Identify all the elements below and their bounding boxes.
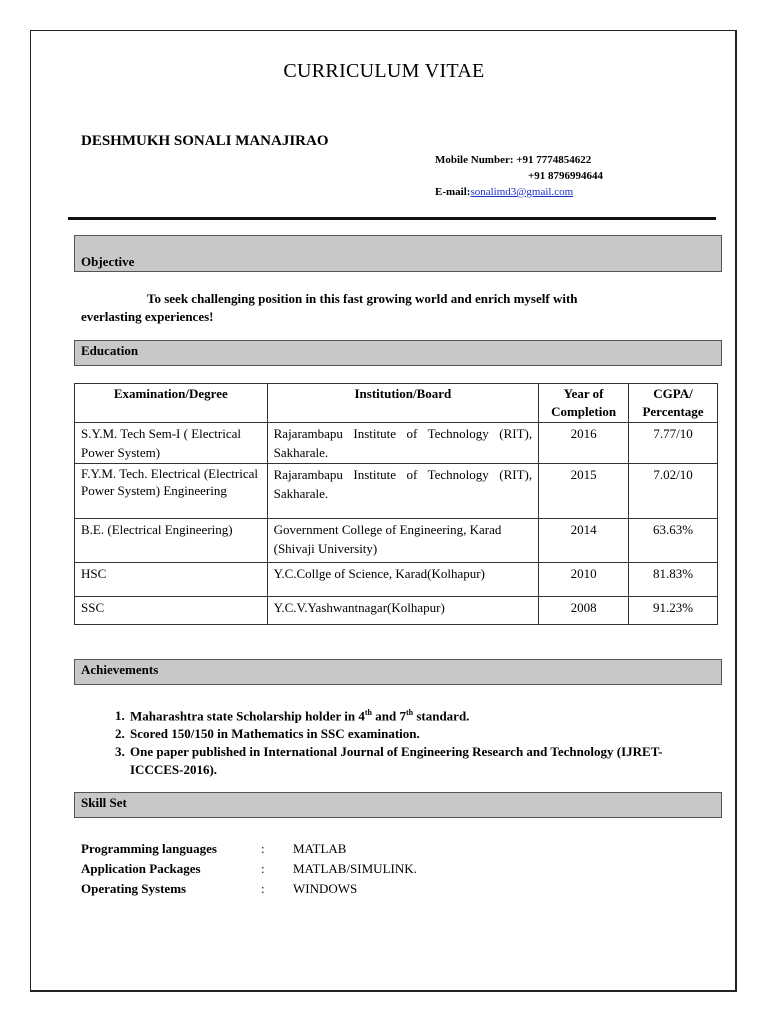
table-row (75, 423, 718, 464)
table-row (75, 519, 718, 563)
table-row (75, 597, 718, 625)
year-cell: 2010 (539, 563, 629, 597)
year-cell: 2016 (539, 423, 629, 464)
email-row (435, 184, 603, 200)
superscript: th (405, 708, 414, 717)
table-row (75, 563, 718, 597)
skill-row (81, 859, 417, 879)
email-link[interactable]: sonalimd3@gmail.com (470, 186, 574, 198)
objective-line-1: To seek challenging position in this fast growing world and enrich myself with (147, 291, 578, 306)
institution-cell: Y.C.Collge of Science, Karad(Kolhapur) (267, 563, 539, 597)
skill-separator: : (261, 861, 265, 876)
skill-label: Application Packages (81, 861, 201, 876)
education-table (74, 383, 718, 625)
skill-row (81, 879, 417, 899)
score-cell: 91.23% (629, 597, 718, 625)
institution-cell: Y.C.V.Yashwantnagar(Kolhapur) (267, 597, 539, 625)
institution-cell: Government College of Engineering, Karad (Shivaji University) (267, 519, 539, 563)
skill-separator: : (261, 881, 265, 896)
score-cell: 7.77/10 (629, 423, 718, 464)
section-heading-skills: Skill Set (74, 792, 722, 818)
skill-label: Operating Systems (81, 881, 187, 896)
mobile-row-2 (435, 168, 603, 184)
achievement-text: Maharashtra state Scholarship holder in 4 (130, 708, 365, 724)
header-divider (68, 217, 716, 220)
achievement-text: and 7 (371, 708, 406, 724)
column-header: Institution/Board (267, 384, 539, 423)
degree-cell: B.E. (Electrical Engineering) (75, 519, 268, 563)
superscript: th (364, 708, 372, 717)
score-cell: 63.63% (629, 519, 718, 563)
skill-label: Programming languages (81, 841, 217, 856)
list-item: 2. Scored 150/150 in Mathematics in SSC examination. (128, 725, 714, 743)
year-cell: 2008 (539, 597, 629, 625)
achievement-text: standard. (413, 708, 470, 724)
section-heading-objective: Objective (74, 235, 722, 272)
section-heading-achievements: Achievements (74, 659, 722, 685)
column-header: Year of Completion (539, 384, 629, 423)
section-heading-education: Education (74, 340, 722, 366)
skill-value: MATLAB (293, 841, 347, 856)
candidate-name: DESHMUKH SONALI MANAJIRAO (81, 133, 329, 149)
score-cell: 7.02/10 (629, 464, 718, 519)
degree-cell: S.Y.M. Tech Sem-I ( Electrical Power System) (75, 423, 268, 464)
mobile-number-2: +91 8796994644 (528, 170, 604, 182)
skill-row (81, 839, 417, 859)
contact-block (435, 152, 603, 200)
year-cell: 2014 (539, 519, 629, 563)
list-item (128, 704, 714, 725)
skill-value: MATLAB/SIMULINK. (293, 861, 417, 876)
skill-separator: : (261, 841, 265, 856)
skills-list (81, 839, 417, 899)
email-label: E-mail: (435, 186, 471, 198)
column-header: Examination/Degree (75, 384, 268, 423)
column-header: CGPA/ Percentage (629, 384, 718, 423)
institution-cell: Rajarambapu Institute of Technology (RIT), Sakharale. (267, 464, 539, 519)
mobile-number-1: +91 7774854622 (516, 154, 592, 166)
list-item: 3. One paper published in International Journal of Engineering Research and Technology (IJRET-ICCCES-2016). (128, 743, 714, 779)
degree-cell: F.Y.M. Tech. Electrical (Electrical Power System) Engineering (75, 464, 268, 519)
document-title: CURRICULUM VITAE (283, 60, 485, 82)
degree-cell: HSC (75, 563, 268, 597)
objective-text (81, 290, 701, 326)
institution-cell: Rajarambapu Institute of Technology (RIT), Sakharale. (267, 423, 539, 464)
skill-value: WINDOWS (293, 881, 358, 896)
mobile-row (435, 152, 603, 168)
score-cell: 81.83% (629, 563, 718, 597)
degree-cell: SSC (75, 597, 268, 625)
mobile-label: Mobile Number: (435, 154, 514, 166)
year-cell: 2015 (539, 464, 629, 519)
table-row (75, 464, 718, 519)
achievements-list (104, 704, 714, 779)
table-header-row (75, 384, 718, 423)
objective-line-2: everlasting experiences! (81, 309, 214, 324)
